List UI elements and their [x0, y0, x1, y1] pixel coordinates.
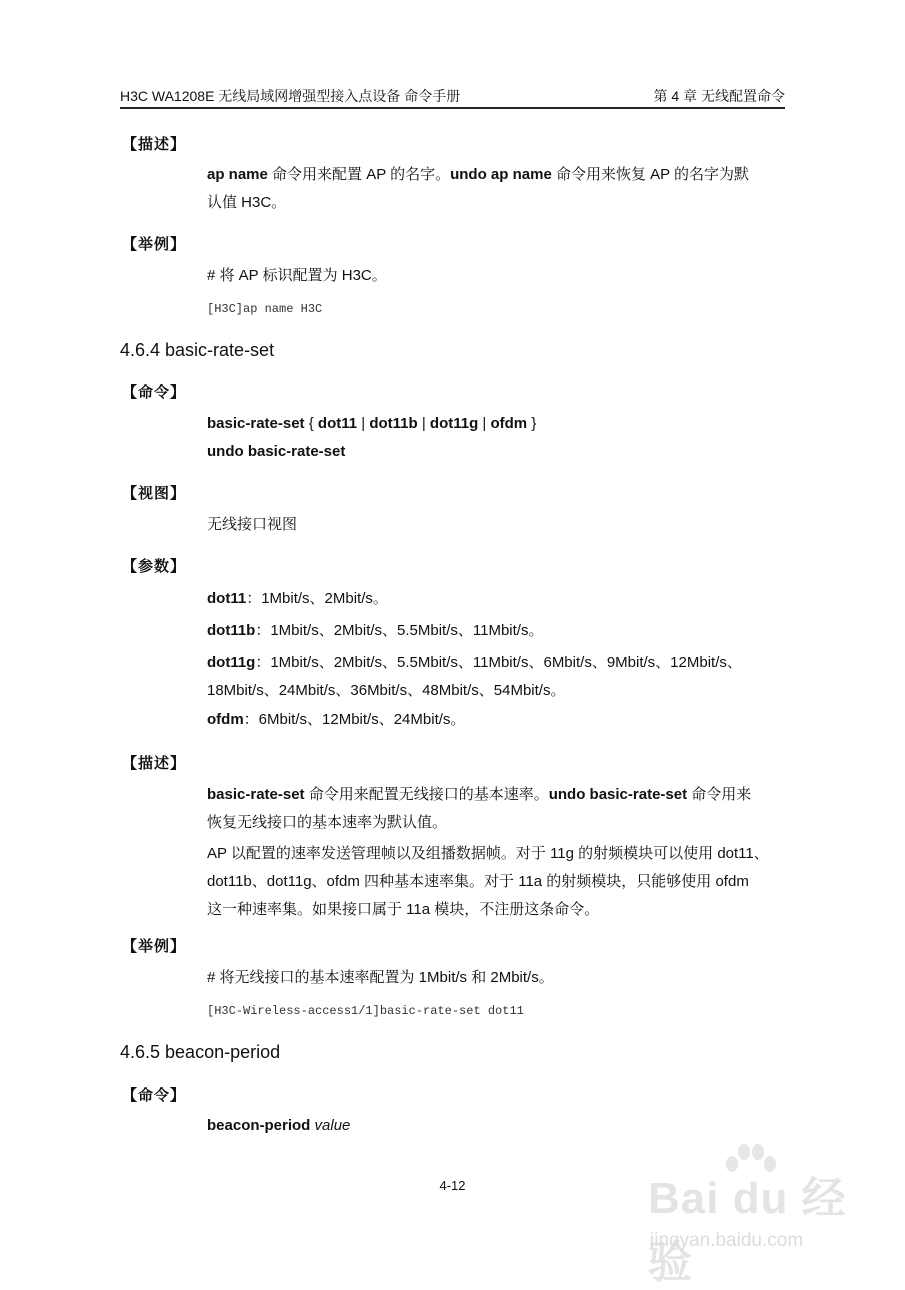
command-keyword: ap name — [207, 166, 268, 183]
parameter-ofdm — [207, 706, 787, 734]
parameter-value: ：1Mbit/s、2Mbit/s。 — [246, 590, 388, 607]
text-line: AP 以配置的速率发送管理帧以及组播数据帧。对于 11g 的射频模块可以使用 dot11、 — [207, 845, 769, 862]
syntax-option: dot11g — [429, 415, 479, 432]
watermark-url: jingyan.baidu.com — [650, 1230, 804, 1251]
parameter-value: ：6Mbit/s、12Mbit/s、24Mbit/s。 — [243, 711, 466, 728]
command-keyword: beacon-period — [207, 1117, 311, 1134]
section-label-description: 【描述】 — [122, 755, 187, 772]
text-run: 命令用来配置 AP 的名字。 — [267, 166, 451, 183]
section-title: 4.6.5 beacon-period — [120, 1042, 281, 1062]
text-run: 命令用来配置无线接口的基本速率。 — [304, 786, 549, 803]
section-label-command: 【命令】 — [122, 384, 187, 401]
syntax-separator: | — [357, 415, 370, 432]
section-label-view: 【视图】 — [122, 485, 187, 502]
description-paragraph — [207, 161, 787, 217]
example-description: # 将 AP 标识配置为 H3C。 — [207, 267, 387, 284]
parameter-value: 18Mbit/s、24Mbit/s、36Mbit/s、48Mbit/s、54Mbit/s。 — [207, 682, 566, 699]
header-chapter-title: 第 4 章 无线配置命令 — [653, 88, 785, 104]
description-paragraph — [207, 781, 787, 837]
command-keyword: undo ap name — [450, 166, 552, 183]
page-header — [120, 87, 785, 109]
example-code: [H3C]ap name H3C — [207, 302, 323, 316]
command-argument: value — [310, 1117, 351, 1134]
syntax-separator: | — [417, 415, 430, 432]
view-text: 无线接口视图 — [207, 516, 298, 533]
section-label-example: 【举例】 — [122, 938, 187, 955]
parameter-dot11 — [207, 585, 787, 613]
parameter-name: dot11b — [207, 622, 256, 639]
text-line: 这一种速率集。如果接口属于 11a 模块，不注册这条命令。 — [207, 901, 600, 918]
text-run: 认值 H3C。 — [207, 194, 287, 211]
parameter-name: dot11g — [207, 654, 256, 671]
command-syntax — [207, 1112, 787, 1140]
text-run: 恢复无线接口的基本速率为默认值。 — [207, 814, 448, 831]
example-code: [H3C-Wireless-access1/1]basic-rate-set dot11 — [207, 1004, 524, 1018]
text-run: 命令用来 — [687, 786, 752, 803]
section-label-command: 【命令】 — [122, 1087, 187, 1104]
parameter-value: ：1Mbit/s、2Mbit/s、5.5Mbit/s、11Mbit/s。 — [255, 622, 544, 639]
section-label-example: 【举例】 — [122, 236, 187, 253]
command-keyword: undo basic-rate-set — [548, 786, 688, 803]
command-syntax — [207, 410, 787, 466]
syntax-brace: { — [304, 415, 318, 432]
section-label-parameters: 【参数】 — [122, 558, 187, 575]
section-label-description: 【描述】 — [122, 136, 187, 153]
description-paragraph-2 — [207, 840, 787, 924]
parameter-value: ：1Mbit/s、2Mbit/s、5.5Mbit/s、11Mbit/s、6Mbit/s、9Mbit/s、12Mbit/s、 — [255, 654, 742, 671]
parameter-name: dot11 — [207, 590, 247, 607]
example-description: # 将无线接口的基本速率配置为 1Mbit/s 和 2Mbit/s。 — [207, 969, 554, 986]
watermark-logo-text: Bai du 经验 — [648, 1174, 847, 1287]
syntax-option: ofdm — [490, 415, 528, 432]
syntax-brace: } — [527, 415, 537, 432]
syntax-separator: | — [478, 415, 491, 432]
text-line: dot11b、dot11g、ofdm 四种基本速率集。对于 11a 的射频模块，只能够使用 ofdm — [207, 873, 749, 890]
baidu-watermark — [640, 1140, 860, 1287]
syntax-option: dot11 — [317, 415, 358, 432]
page-number: 4-12 — [439, 1178, 466, 1193]
parameter-dot11g — [207, 649, 787, 705]
header-manual-title: H3C WA1208E 无线局域网增强型接入点设备 命令手册 — [120, 88, 461, 104]
section-title: 4.6.4 basic-rate-set — [120, 340, 275, 360]
command-keyword: basic-rate-set — [207, 786, 305, 803]
undo-command-keyword: undo basic-rate-set — [207, 443, 346, 460]
parameter-name: ofdm — [207, 711, 244, 728]
command-keyword: basic-rate-set — [207, 415, 305, 432]
parameter-dot11b — [207, 617, 787, 645]
text-run: 命令用来恢复 AP 的名字为默 — [551, 166, 750, 183]
syntax-option: dot11b — [369, 415, 418, 432]
